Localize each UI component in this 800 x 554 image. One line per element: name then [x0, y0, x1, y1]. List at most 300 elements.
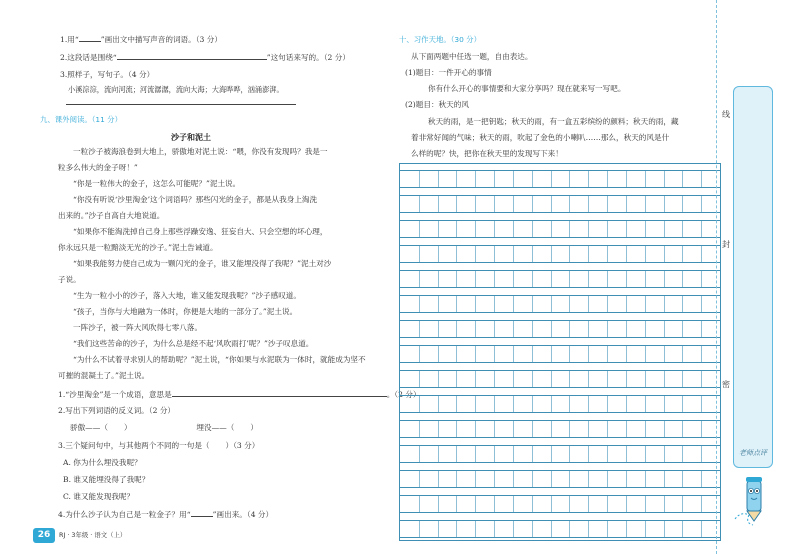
story-line: 子说。	[58, 275, 81, 284]
grid-cell-divider	[645, 521, 646, 538]
grid-cell-divider	[513, 321, 514, 338]
grid-row[interactable]	[400, 445, 720, 464]
story-line: “如果你不能淘洗掉自己身上那些浮躁安逸、狂妄自大、只会空想的坏心理，	[73, 227, 328, 236]
q2-text-post: ”这句话来写的。（2 分）	[266, 53, 350, 62]
grid-cell-divider	[513, 396, 514, 413]
grid-cell-divider	[438, 246, 439, 263]
reading-q3	[58, 441, 259, 450]
grid-cell-divider	[419, 296, 420, 313]
grid-cell-divider	[551, 471, 552, 488]
grid-cell-divider	[438, 396, 439, 413]
grid-cell-divider	[419, 271, 420, 288]
grid-cell-divider	[626, 221, 627, 238]
story-line: “你没有听说‘沙里淘金’这个词语吗？那些闪光的金子，都是从我身上淘洗	[73, 195, 318, 204]
grid-cell-divider	[551, 196, 552, 213]
grid-cell-divider	[664, 446, 665, 463]
r3-text-pre: 3.三个疑问句中，与其他两个不同的一句是（	[58, 441, 210, 450]
grid-cell-divider	[551, 446, 552, 463]
grid-cell-divider	[664, 471, 665, 488]
question-2	[60, 52, 350, 62]
grid-cell-divider	[682, 471, 683, 488]
grid-cell-divider	[664, 321, 665, 338]
grid-cell-divider	[475, 221, 476, 238]
grid-cell-divider	[626, 446, 627, 463]
grid-cell-divider	[456, 396, 457, 413]
grid-cell-divider	[456, 196, 457, 213]
story-line: 你永远只是一粒黯淡无光的沙子。”泥土告诫道。	[58, 243, 218, 252]
grid-cell-divider	[626, 196, 627, 213]
grid-cell-divider	[475, 396, 476, 413]
grid-cell-divider	[513, 221, 514, 238]
grid-cell-divider	[438, 221, 439, 238]
topic-2-label: (2)题目：秋天的风	[405, 100, 469, 109]
option-a[interactable]: A. 你为什么埋没我呢？	[63, 458, 142, 467]
grid-cell-divider	[438, 496, 439, 513]
grid-cell-divider	[664, 221, 665, 238]
grid-cell-divider	[456, 171, 457, 188]
grid-cell-divider	[551, 171, 552, 188]
grid-cell-divider	[645, 396, 646, 413]
grid-cell-divider	[569, 346, 570, 363]
grid-cell-divider	[569, 171, 570, 188]
grid-cell-divider	[701, 471, 702, 488]
grid-cell-divider	[701, 271, 702, 288]
grid-cell-divider	[607, 471, 608, 488]
grid-cell-divider	[569, 421, 570, 438]
grid-cell-divider	[701, 296, 702, 313]
grid-cell-divider	[664, 371, 665, 388]
grid-cell-divider	[513, 421, 514, 438]
topic-2-line: 么样的呢？快，把你在秋天里的发现写下来！	[411, 149, 563, 158]
grid-row[interactable]	[400, 520, 720, 539]
option-c[interactable]: C. 谁又能发现我呢？	[63, 492, 135, 501]
grid-cell-divider	[494, 471, 495, 488]
grid-row[interactable]	[400, 245, 720, 264]
topic-2-line: 秋天的雨，是一把钥匙；秋天的雨，有一盒五彩缤纷的颜料；秋天的雨，藏	[428, 117, 679, 126]
grid-cell-divider	[569, 521, 570, 538]
grid-cell-divider	[419, 221, 420, 238]
grid-cell-divider	[626, 271, 627, 288]
grid-cell-divider	[551, 496, 552, 513]
grid-row[interactable]	[400, 345, 720, 364]
grid-cell-divider	[438, 421, 439, 438]
grid-cell-divider	[682, 246, 683, 263]
grid-row[interactable]	[400, 320, 720, 339]
grid-cell-divider	[494, 421, 495, 438]
grid-cell-divider	[551, 321, 552, 338]
story-line: “孩子，当你与大地融为一体时，你便是大地的一部分了。”泥土说。	[73, 307, 298, 316]
grid-cell-divider	[588, 521, 589, 538]
grid-row[interactable]	[400, 370, 720, 389]
grid-cell-divider	[438, 446, 439, 463]
grid-cell-divider	[532, 246, 533, 263]
grid-cell-divider	[588, 346, 589, 363]
grid-cell-divider	[419, 196, 420, 213]
answer-blank[interactable]	[117, 52, 267, 60]
antonym-row	[70, 423, 258, 432]
grid-cell-divider	[626, 171, 627, 188]
grid-cell-divider	[532, 521, 533, 538]
grid-cell-divider	[588, 196, 589, 213]
story-line: 出来的。”沙子自高自大地说道。	[58, 211, 165, 220]
grid-cell-divider	[494, 196, 495, 213]
grid-cell-divider	[569, 496, 570, 513]
grid-cell-divider	[645, 371, 646, 388]
grid-cell-divider	[475, 496, 476, 513]
grid-cell-divider	[569, 296, 570, 313]
grid-cell-divider	[626, 471, 627, 488]
grid-cell-divider	[701, 496, 702, 513]
topic-1-text: 你有什么开心的事情要和大家分享吗？现在就来写一写吧。	[428, 84, 626, 93]
grid-cell-divider	[475, 246, 476, 263]
bracket-open: （	[100, 423, 108, 432]
grid-cell-divider	[607, 246, 608, 263]
antonym-word: 骄傲——	[70, 423, 101, 432]
grid-row[interactable]	[400, 195, 720, 214]
grid-cell-divider	[607, 296, 608, 313]
grid-cell-divider	[475, 421, 476, 438]
grid-cell-divider	[438, 196, 439, 213]
grid-cell-divider	[682, 221, 683, 238]
grid-cell-divider	[551, 421, 552, 438]
grid-cell-divider	[645, 196, 646, 213]
grid-cell-divider	[682, 296, 683, 313]
grid-cell-divider	[588, 446, 589, 463]
bracket-close: ）	[123, 423, 132, 432]
grid-cell-divider	[419, 396, 420, 413]
grid-cell-divider	[475, 371, 476, 388]
grid-cell-divider	[513, 471, 514, 488]
grid-cell-divider	[419, 421, 420, 438]
r1-text-pre: 1.“沙里淘金”是一个成语，意思是	[58, 390, 172, 399]
q3-example: 小溪淙淙，流向河流；河流潺潺，流向大海；大海哗哗，汹涌澎湃。	[68, 85, 284, 94]
grid-cell-divider	[419, 246, 420, 263]
grid-cell-divider	[682, 171, 683, 188]
grid-cell-divider	[551, 396, 552, 413]
grid-cell-divider	[494, 271, 495, 288]
grid-cell-divider	[532, 446, 533, 463]
grid-cell-divider	[701, 421, 702, 438]
grid-cell-divider	[607, 271, 608, 288]
grid-cell-divider	[607, 171, 608, 188]
grid-cell-divider	[588, 296, 589, 313]
grid-cell-divider	[532, 421, 533, 438]
grid-row[interactable]	[400, 495, 720, 514]
grid-cell-divider	[626, 246, 627, 263]
story-line: “为什么不试着寻求别人的帮助呢？”泥土说，“你如果与水泥联为一体时，就能成为坚不	[73, 355, 366, 364]
grid-cell-divider	[532, 471, 533, 488]
grid-cell-divider	[664, 521, 665, 538]
grid-cell-divider	[664, 271, 665, 288]
grid-cell-divider	[701, 371, 702, 388]
grid-cell-divider	[475, 346, 476, 363]
story-line: 粒多么伟大的金子呀！”	[58, 163, 138, 172]
grid-cell-divider	[494, 446, 495, 463]
binding-char: 封	[722, 240, 730, 249]
grid-cell-divider	[588, 246, 589, 263]
reading-q4	[58, 509, 273, 519]
grid-cell-divider	[701, 321, 702, 338]
story-line: “生为一粒小小的沙子，落入大地，谁又能发现我呢？”沙子感叹道。	[73, 291, 301, 300]
grid-cell-divider	[682, 271, 683, 288]
grid-cell-divider	[494, 321, 495, 338]
grid-cell-divider	[551, 221, 552, 238]
grid-cell-divider	[682, 446, 683, 463]
grid-cell-divider	[588, 471, 589, 488]
grid-cell-divider	[645, 321, 646, 338]
grid-cell-divider	[494, 246, 495, 263]
grid-cell-divider	[419, 521, 420, 538]
q1-text-pre: 1.用“	[60, 35, 79, 44]
grid-row[interactable]	[400, 270, 720, 289]
grid-cell-divider	[419, 171, 420, 188]
grid-cell-divider	[494, 221, 495, 238]
grid-cell-divider	[701, 396, 702, 413]
grid-cell-divider	[513, 171, 514, 188]
r3-text-post: ）（3 分）	[225, 441, 260, 450]
grid-cell-divider	[701, 171, 702, 188]
grid-cell-divider	[588, 321, 589, 338]
footer-text: RJ · 3年级 · 语文（上）	[59, 531, 127, 539]
grid-cell-divider	[456, 446, 457, 463]
grid-cell-divider	[664, 421, 665, 438]
grid-cell-divider	[475, 446, 476, 463]
grid-cell-divider	[664, 171, 665, 188]
grid-cell-divider	[588, 271, 589, 288]
grid-cell-divider	[513, 246, 514, 263]
pencil-mascot-icon	[731, 471, 777, 527]
grid-cell-divider	[569, 221, 570, 238]
grid-row[interactable]	[400, 295, 720, 314]
grid-cell-divider	[645, 171, 646, 188]
grid-cell-divider	[626, 296, 627, 313]
grid-cell-divider	[664, 396, 665, 413]
grid-cell-divider	[494, 396, 495, 413]
grid-cell-divider	[569, 196, 570, 213]
grid-cell-divider	[438, 271, 439, 288]
grid-cell-divider	[645, 346, 646, 363]
grid-cell-divider	[682, 521, 683, 538]
grid-cell-divider	[419, 446, 420, 463]
grid-cell-divider	[494, 346, 495, 363]
grid-cell-divider	[438, 346, 439, 363]
grid-cell-divider	[532, 271, 533, 288]
grid-cell-divider	[475, 471, 476, 488]
grid-cell-divider	[513, 371, 514, 388]
answer-line[interactable]	[66, 98, 296, 105]
grid-cell-divider	[419, 346, 420, 363]
grid-cell-divider	[532, 296, 533, 313]
grid-cell-divider	[626, 371, 627, 388]
grid-cell-divider	[456, 496, 457, 513]
grid-cell-divider	[701, 196, 702, 213]
grid-cell-divider	[607, 396, 608, 413]
question-1	[60, 34, 222, 44]
grid-cell-divider	[475, 196, 476, 213]
grid-cell-divider	[701, 521, 702, 538]
grid-row[interactable]	[400, 420, 720, 439]
r4-text-pre: 4.为什么沙子认为自己是一粒金子？用“	[58, 510, 191, 519]
grid-cell-divider	[682, 496, 683, 513]
grid-row[interactable]	[400, 470, 720, 489]
grid-cell-divider	[551, 271, 552, 288]
story-line: 一阵沙子，被一阵大风吹得七零八落。	[73, 323, 203, 332]
grid-cell-divider	[532, 221, 533, 238]
grid-cell-divider	[513, 296, 514, 313]
grid-cell-divider	[569, 246, 570, 263]
grid-cell-divider	[456, 246, 457, 263]
grid-cell-divider	[551, 296, 552, 313]
grid-cell-divider	[551, 346, 552, 363]
grid-row[interactable]	[400, 220, 720, 239]
grid-cell-divider	[626, 396, 627, 413]
grid-cell-divider	[664, 496, 665, 513]
grid-cell-divider	[494, 371, 495, 388]
grid-cell-divider	[607, 496, 608, 513]
grid-cell-divider	[664, 246, 665, 263]
grid-cell-divider	[513, 346, 514, 363]
grid-cell-divider	[645, 246, 646, 263]
grid-cell-divider	[682, 196, 683, 213]
grid-cell-divider	[664, 346, 665, 363]
grid-row[interactable]	[400, 170, 720, 189]
grid-cell-divider	[456, 471, 457, 488]
grid-cell-divider	[438, 371, 439, 388]
story-line: 一粒沙子被海浪卷到大地上，骄傲地对泥土说：“喂，你没有发现吗？我是一	[73, 147, 328, 156]
grid-cell-divider	[701, 446, 702, 463]
grid-cell-divider	[607, 196, 608, 213]
grid-cell-divider	[513, 271, 514, 288]
teacher-comment-label: 老师点评	[739, 448, 767, 457]
bracket-close: ）	[250, 423, 258, 432]
grid-cell-divider	[532, 196, 533, 213]
answer-blank[interactable]	[79, 34, 101, 42]
composition-grid[interactable]	[399, 163, 721, 541]
section-10-heading: 十、习作天地。（30 分）	[399, 35, 481, 44]
grid-cell-divider	[513, 521, 514, 538]
grid-cell-divider	[456, 346, 457, 363]
grid-cell-divider	[456, 221, 457, 238]
grid-cell-divider	[532, 496, 533, 513]
grid-cell-divider	[532, 346, 533, 363]
grid-cell-divider	[569, 371, 570, 388]
grid-cell-divider	[475, 321, 476, 338]
grid-cell-divider	[682, 396, 683, 413]
topic-1-label: (1)题目：一件开心的事情	[405, 68, 492, 77]
grid-cell-divider	[532, 396, 533, 413]
grid-cell-divider	[701, 221, 702, 238]
grid-cell-divider	[607, 421, 608, 438]
grid-cell-divider	[419, 496, 420, 513]
grid-cell-divider	[588, 221, 589, 238]
grid-cell-divider	[494, 296, 495, 313]
grid-cell-divider	[588, 371, 589, 388]
grid-cell-divider	[438, 296, 439, 313]
story-line: “你是一粒伟大的金子，这怎么可能呢？”泥土说。	[73, 179, 241, 188]
grid-cell-divider	[645, 221, 646, 238]
reading-q2: 2.写出下列词语的反义词。（2 分）	[58, 406, 176, 415]
grid-cell-divider	[682, 321, 683, 338]
grid-cell-divider	[607, 521, 608, 538]
grid-cell-divider	[664, 296, 665, 313]
grid-cell-divider	[569, 471, 570, 488]
grid-cell-divider	[607, 321, 608, 338]
grid-cell-divider	[701, 246, 702, 263]
grid-cell-divider	[475, 296, 476, 313]
grid-cell-divider	[645, 496, 646, 513]
fold-line	[716, 0, 717, 554]
grid-cell-divider	[475, 171, 476, 188]
answer-blank[interactable]	[172, 389, 387, 397]
grid-cell-divider	[494, 521, 495, 538]
story-line: “如果我能努力使自己成为一颗闪光的金子，谁又能埋没得了我呢？”泥土对沙	[73, 259, 332, 268]
story-title: 沙子和泥土	[171, 133, 211, 142]
grid-cell-divider	[569, 271, 570, 288]
grid-cell-divider	[456, 371, 457, 388]
binding-char: 线	[722, 110, 730, 119]
grid-cell-divider	[682, 346, 683, 363]
reading-q1	[58, 389, 421, 399]
grid-cell-divider	[588, 396, 589, 413]
option-b[interactable]: B. 谁又能埋没得了我呢？	[63, 475, 150, 484]
grid-cell-divider	[588, 421, 589, 438]
grid-cell-divider	[513, 496, 514, 513]
grid-cell-divider	[456, 271, 457, 288]
story-line: 可摧的混凝土了。”泥土说。	[58, 371, 150, 380]
grid-cell-divider	[645, 421, 646, 438]
grid-cell-divider	[588, 496, 589, 513]
grid-cell-divider	[551, 521, 552, 538]
grid-cell-divider	[551, 371, 552, 388]
grid-cell-divider	[626, 496, 627, 513]
r1-text-post: 。（2 分）	[386, 390, 421, 399]
grid-row[interactable]	[400, 395, 720, 414]
grid-cell-divider	[456, 421, 457, 438]
grid-cell-divider	[456, 521, 457, 538]
grid-cell-divider	[607, 371, 608, 388]
grid-cell-divider	[494, 171, 495, 188]
teacher-comment-box[interactable]	[733, 86, 773, 468]
answer-blank[interactable]	[191, 509, 213, 517]
story-line: “我们这些苦命的沙子，为什么总是经不起‘风吹雨打’呢？”沙子叹息道。	[73, 339, 314, 348]
r4-text-post: ”画出来。（4 分）	[212, 510, 274, 519]
grid-cell-divider	[645, 471, 646, 488]
grid-cell-divider	[626, 521, 627, 538]
grid-cell-divider	[645, 446, 646, 463]
grid-cell-divider	[438, 521, 439, 538]
grid-cell-divider	[513, 196, 514, 213]
grid-cell-divider	[438, 321, 439, 338]
grid-cell-divider	[645, 296, 646, 313]
q2-text-pre: 2.这段话是围绕“	[60, 53, 117, 62]
grid-cell-divider	[607, 446, 608, 463]
page-number-badge: 26	[33, 528, 55, 543]
grid-cell-divider	[419, 321, 420, 338]
section-9-heading: 九、课外阅读。（11 分）	[40, 115, 122, 124]
writing-intro: 从下面两题中任选一题，自由表达。	[411, 52, 533, 61]
grid-cell-divider	[645, 271, 646, 288]
topic-2-line: 着非常好闻的气味；秋天的雨，吹起了金色的小喇叭……那么，秋天的风是什	[411, 133, 670, 142]
grid-cell-divider	[664, 196, 665, 213]
grid-cell-divider	[569, 321, 570, 338]
grid-cell-divider	[419, 471, 420, 488]
grid-cell-divider	[419, 371, 420, 388]
bracket-open: （	[226, 423, 235, 432]
grid-cell-divider	[569, 446, 570, 463]
grid-cell-divider	[494, 496, 495, 513]
q1-text-post: ”画出文中描写声音的词语。（3 分）	[100, 35, 222, 44]
grid-cell-divider	[551, 246, 552, 263]
